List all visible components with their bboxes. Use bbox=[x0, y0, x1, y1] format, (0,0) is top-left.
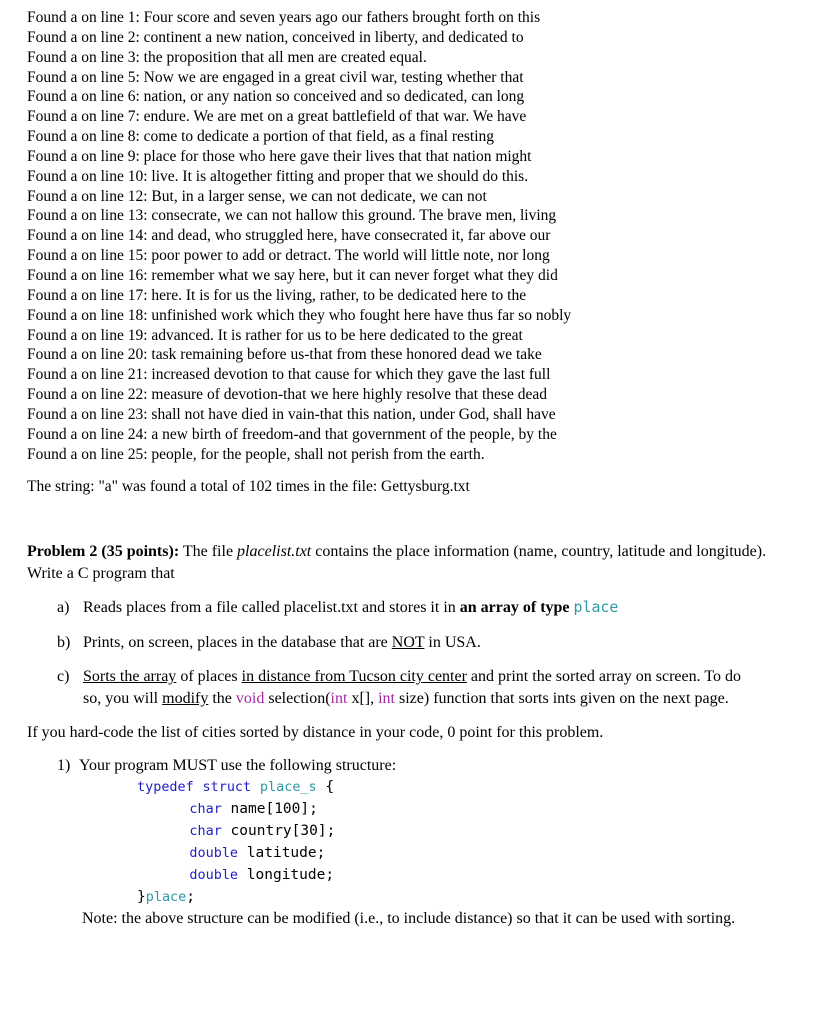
text-segment: } bbox=[137, 889, 146, 906]
text-segment: and print the sorted array on screen. To do so, you will bbox=[83, 668, 741, 707]
text-segment: { bbox=[316, 779, 335, 796]
text-segment: selection( bbox=[264, 689, 331, 707]
text-segment: longitude; bbox=[238, 867, 335, 884]
text-segment: place_s bbox=[259, 779, 317, 796]
text-segment: latitude; bbox=[238, 845, 326, 862]
text-segment: double bbox=[189, 845, 239, 862]
item-label-b: b) bbox=[57, 633, 71, 651]
output-line: Found a on line 21: increased devotion to that cause for which they gave the last full bbox=[27, 366, 551, 384]
text-segment: Reads places from a file called placelist.txt and stores it in bbox=[83, 599, 460, 617]
output-line: Found a on line 16: remember what we say here, but it can never forget what they did bbox=[27, 266, 558, 284]
text-segment: void bbox=[235, 689, 265, 707]
problem2-item-a bbox=[57, 597, 811, 619]
output-line: Found a on line 6: nation, or any nation so conceived and so dedicated, can long bbox=[27, 88, 525, 106]
text-segment bbox=[137, 845, 189, 861]
code-line bbox=[137, 864, 811, 886]
output-line: Found a on line 9: place for those who here gave their lives that that nation might bbox=[27, 147, 532, 165]
text-segment: struct bbox=[202, 779, 252, 796]
structure-requirement-item bbox=[57, 755, 811, 777]
text-segment bbox=[137, 801, 189, 817]
code-line bbox=[137, 842, 811, 864]
output-line: Found a on line 5: Now we are engaged in a great civil war, testing whether that bbox=[27, 68, 524, 86]
text-segment: modify bbox=[162, 689, 209, 707]
text-segment: x[], bbox=[347, 689, 379, 707]
text-segment: place bbox=[573, 598, 619, 617]
problem2-intro bbox=[27, 541, 785, 584]
problem2-item-c bbox=[57, 666, 811, 709]
text-segment: in USA. bbox=[424, 633, 481, 651]
text-segment: of places bbox=[176, 668, 242, 686]
text-segment: size) function that sorts ints given on the next page. bbox=[394, 689, 729, 707]
text-segment: ; bbox=[186, 889, 196, 906]
output-line: Found a on line 1: Four score and seven years ago our fathers brought forth on this bbox=[27, 9, 541, 26]
output-line: Found a on line 10: live. It is altogether fitting and proper that we should do this. bbox=[27, 167, 529, 185]
output-line: Found a on line 13: consecrate, we can not hallow this ground. The brave men, living bbox=[27, 207, 557, 225]
item-text-c bbox=[83, 666, 763, 709]
text-segment: NOT bbox=[391, 633, 425, 651]
output-line: Found a on line 18: unfinished work which they who fought here have thus far so nobly bbox=[27, 306, 572, 324]
text-segment bbox=[137, 823, 189, 839]
problem2-item-b bbox=[57, 632, 811, 654]
item-text-a bbox=[83, 597, 618, 619]
search-output-block bbox=[27, 8, 811, 464]
text-segment: double bbox=[189, 867, 239, 884]
structure-requirement-text: Your program MUST use the following structure: bbox=[79, 756, 397, 774]
text-segment: placelist.txt bbox=[237, 543, 312, 561]
text-segment: Note: the above structure can be modified (i.e., to include distance) so that it can be used with sorting. bbox=[82, 910, 736, 928]
output-line: Found a on line 19: advanced. It is rather for us to be here dedicated to the great bbox=[27, 326, 523, 344]
text-segment: int bbox=[330, 689, 348, 707]
output-line: Found a on line 3: the proposition that all men are created equal. bbox=[27, 48, 427, 66]
output-line: Found a on line 15: poor power to add or detract. The world will little note, nor long bbox=[27, 247, 550, 265]
output-line: Found a on line 12: But, in a larger sense, we can not dedicate, we can not bbox=[27, 187, 487, 205]
text-segment: Sorts the array bbox=[83, 668, 177, 686]
output-line: Found a on line 25: people, for the people, shall not perish from the earth. bbox=[27, 445, 485, 463]
text-segment: in distance from Tucson city center bbox=[241, 668, 467, 686]
text-segment: The file bbox=[179, 543, 238, 561]
struct-note bbox=[82, 908, 804, 930]
item-label-a: a) bbox=[57, 599, 70, 617]
output-line: Found a on line 14: and dead, who struggled here, have consecrated it, far above our bbox=[27, 227, 551, 245]
text-segment bbox=[194, 779, 203, 795]
output-line: Found a on line 20: task remaining before us-that from these honored dead we take bbox=[27, 346, 542, 364]
code-line bbox=[137, 886, 811, 908]
text-segment: int bbox=[378, 689, 395, 707]
text-segment: Prints, on screen, places in the database that are bbox=[83, 633, 392, 651]
text-segment: Problem 2 (35 points): bbox=[27, 543, 180, 561]
text-segment: name[100]; bbox=[221, 801, 318, 818]
hardcode-warning: If you hard-code the list of cities sorted by distance in your code, 0 point for this problem. bbox=[27, 724, 604, 742]
code-line bbox=[137, 776, 811, 798]
item-label-1: 1) bbox=[57, 756, 71, 774]
output-line: Found a on line 23: shall not have died in vain-that this nation, under God, shall have bbox=[27, 405, 556, 423]
text-segment: typedef bbox=[137, 779, 194, 796]
code-line bbox=[137, 798, 811, 820]
output-line: Found a on line 2: continent a new nation, conceived in liberty, and dedicated to bbox=[27, 28, 524, 46]
item-text-b bbox=[83, 632, 481, 654]
text-segment: char bbox=[189, 801, 222, 818]
struct-code-block bbox=[137, 776, 811, 908]
text-segment bbox=[137, 867, 189, 883]
output-line: Found a on line 17: here. It is for us the living, rather, to be dedicated here to the bbox=[27, 286, 527, 304]
item-label-c: c) bbox=[57, 668, 70, 686]
search-summary: The string: "a" was found a total of 102 times in the file: Gettysburg.txt bbox=[27, 478, 470, 496]
text-segment: country[30]; bbox=[221, 823, 336, 840]
code-line bbox=[137, 820, 811, 842]
output-line: Found a on line 8: come to dedicate a portion of that field, as a final resting bbox=[27, 128, 495, 146]
output-line: Found a on line 24: a new birth of freedom-and that government of the people, by the bbox=[27, 425, 557, 443]
text-segment bbox=[251, 779, 260, 795]
text-segment: place bbox=[145, 889, 187, 906]
text-segment: the bbox=[208, 689, 236, 707]
text-segment: an array of type bbox=[459, 599, 574, 617]
output-line: Found a on line 22: measure of devotion-that we here highly resolve that these dead bbox=[27, 386, 547, 404]
output-line: Found a on line 7: endure. We are met on a great battlefield of that war. We have bbox=[27, 108, 527, 126]
text-segment: char bbox=[189, 823, 222, 840]
text-segment: contains the place information (name, country, latitude and longitude). Write a C program that bbox=[27, 543, 767, 582]
